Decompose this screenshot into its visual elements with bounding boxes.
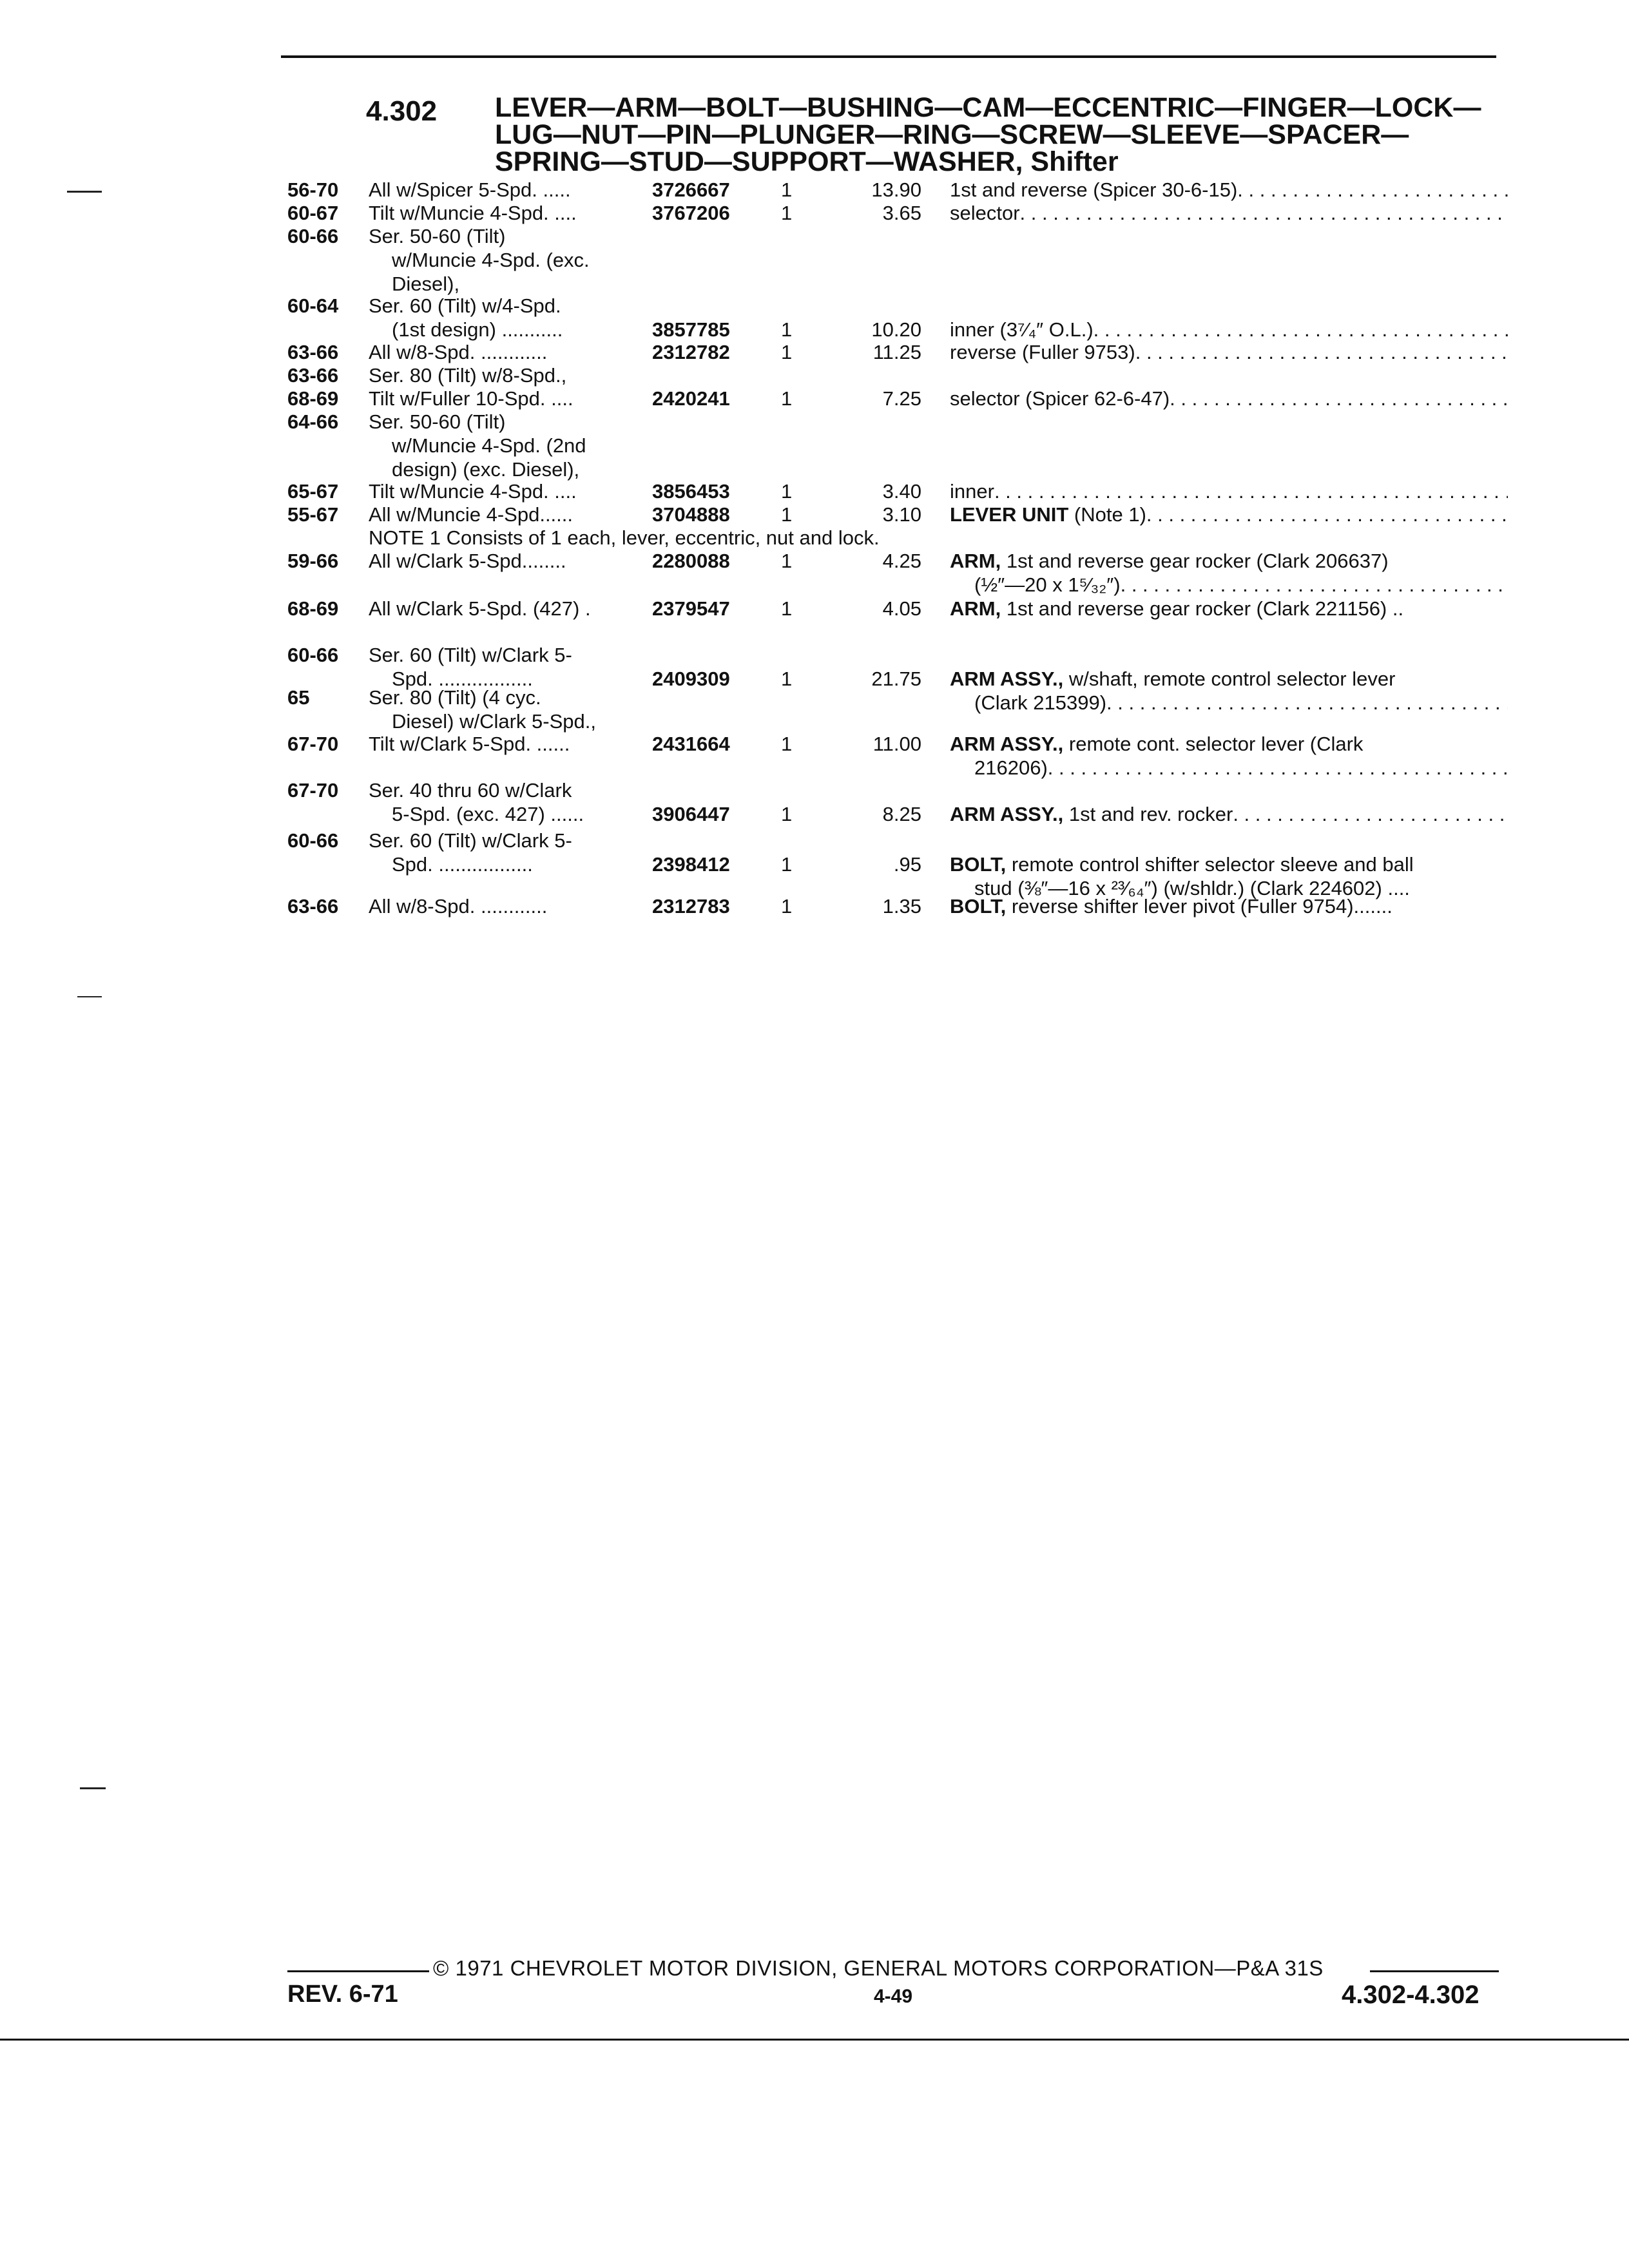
price: .95 (893, 853, 921, 876)
section-title-line: LUG—NUT—PIN—PLUNGER—RING—SCREW—SLEEVE—SPACER— (495, 119, 1409, 150)
description-heading: ARM ASSY., (950, 733, 1064, 755)
revision-label: REV. 6-71 (287, 1981, 398, 2008)
price: 4.05 (882, 597, 921, 620)
description-line (950, 503, 1508, 526)
bottom-rule (0, 2039, 1629, 2041)
application (369, 363, 652, 387)
description-line (950, 597, 1508, 620)
description-line (950, 549, 1508, 573)
description-text: 1st and rev. rocker (1063, 803, 1233, 825)
application (369, 387, 652, 410)
part-number: 2420241 (652, 387, 730, 410)
dot-leader (1020, 201, 1508, 225)
application (369, 829, 652, 876)
price: 7.25 (882, 387, 921, 410)
description-line (950, 479, 1508, 503)
description-heading: BOLT, (950, 853, 1007, 876)
description-line (950, 340, 1508, 364)
part-description (950, 802, 1508, 826)
application (369, 294, 652, 341)
application-line: Tilt w/Clark 5-Spd. ...... (369, 733, 570, 755)
dot-leader (1170, 387, 1508, 410)
description-text: remote control shifter selector sleeve and ball (1006, 853, 1414, 876)
application-line: (1st design) ........... (392, 318, 563, 341)
model-years: 65-67 (287, 480, 339, 503)
part-number: 2280088 (652, 550, 730, 572)
section-number: 4.302 (366, 95, 438, 127)
quantity: 1 (781, 387, 793, 410)
part-number: 3704888 (652, 503, 730, 526)
description-text: 1st and reverse (Spicer 30-6-15) (950, 178, 1238, 201)
application-line: All w/Muncie 4-Spd...... (369, 503, 574, 526)
description-line (950, 691, 1508, 715)
price: 4.25 (882, 550, 921, 572)
quantity: 1 (781, 597, 793, 620)
description-text: w/shaft, remote control selector lever (1063, 668, 1396, 690)
model-years: 63-66 (287, 364, 339, 387)
description-text: selector (950, 202, 1020, 224)
application-line: All w/Spicer 5-Spd. ..... (369, 178, 571, 201)
application (369, 340, 652, 364)
application-line: design) (exc. Diesel), (392, 458, 580, 481)
description-line (950, 802, 1508, 826)
description-text: inner (950, 480, 994, 503)
model-years: 67-70 (287, 779, 339, 802)
description-heading: ARM, (950, 597, 1001, 620)
application (369, 201, 652, 225)
application (369, 479, 652, 503)
price: 8.25 (882, 803, 921, 825)
application (369, 503, 652, 526)
application (369, 894, 652, 918)
dot-leader (1233, 802, 1508, 826)
model-years: 60-66 (287, 644, 339, 666)
application (369, 224, 652, 296)
dot-leader (1048, 756, 1508, 780)
top-rule (281, 55, 1496, 58)
model-years: 65 (287, 686, 310, 709)
application (369, 732, 652, 756)
description-text: 1st and reverse gear rocker (Clark 206637) (1001, 550, 1389, 572)
description-text: reverse (Fuller 9753) (950, 341, 1135, 363)
description-line (950, 894, 1508, 918)
description-heading: BOLT, (950, 895, 1007, 918)
price: 11.25 (872, 341, 921, 363)
description-text: 216206) (974, 756, 1048, 779)
description-heading: LEVER UNIT (950, 503, 1069, 526)
part-description (950, 503, 1508, 526)
section-title (495, 94, 1500, 175)
application (369, 686, 652, 733)
application-line: All w/Clark 5-Spd........ (369, 550, 566, 572)
description-line (950, 178, 1508, 202)
description-text: 1st and reverse gear rocker (Clark 221156) .. (1001, 597, 1404, 620)
application-line: 5-Spd. (exc. 427) ...... (392, 803, 584, 825)
note-text: NOTE 1 Consists of 1 each, lever, eccentric, nut and lock. (369, 526, 880, 549)
quantity: 1 (781, 895, 793, 918)
margin-tick-mark (67, 191, 102, 193)
description-text: selector (Spicer 62-6-47) (950, 387, 1170, 410)
part-number: 2431664 (652, 733, 730, 755)
description-text: stud (⅜″—16 x ²³⁄₆₄″) (w/shldr.) (Clark 224602) .... (974, 877, 1410, 899)
quantity: 1 (781, 733, 793, 755)
description-text: reverse shifter lever pivot (Fuller 9754)....... (1006, 895, 1393, 918)
description-line (950, 387, 1508, 410)
price: 21.75 (871, 668, 921, 690)
description-text: (Note 1) (1068, 503, 1146, 526)
price: 10.20 (871, 318, 921, 341)
model-years: 60-67 (287, 202, 339, 224)
application (369, 597, 652, 620)
margin-tick-mark (77, 996, 102, 997)
application-line: Tilt w/Muncie 4-Spd. .... (369, 202, 577, 224)
part-description (950, 479, 1508, 503)
application-line: Ser. 80 (Tilt) w/8-Spd., (369, 364, 567, 387)
application-line: Ser. 50-60 (Tilt) (369, 410, 506, 433)
part-description (950, 549, 1508, 597)
copyright-notice: © 1971 CHEVROLET MOTOR DIVISION, GENERAL MOTORS CORPORATION—P&A 31S (433, 1956, 1324, 1980)
price: 11.00 (872, 733, 921, 755)
model-years: 68-69 (287, 387, 339, 410)
description-line (950, 318, 1508, 341)
description-text: (Clark 215399) (974, 691, 1107, 714)
part-description (950, 340, 1508, 364)
price: 1.35 (882, 895, 921, 918)
part-description (950, 667, 1508, 715)
application-line: Diesel) w/Clark 5-Spd., (392, 710, 596, 733)
application (369, 549, 652, 573)
application-line: Spd. ................. (392, 853, 533, 876)
dot-leader (1121, 573, 1508, 597)
part-number: 3857785 (652, 318, 730, 341)
price: 3.40 (882, 480, 921, 503)
model-years: 56-70 (287, 178, 339, 201)
description-line (950, 573, 1508, 597)
part-description (950, 201, 1508, 225)
description-text: remote cont. selector lever (Clark (1063, 733, 1364, 755)
description-line (950, 201, 1508, 225)
description-text: inner (3⁷⁄₄″ O.L.) (950, 318, 1094, 341)
page-number: 4-49 (874, 1986, 913, 2007)
price: 3.65 (882, 202, 921, 224)
application-line: Tilt w/Fuller 10-Spd. .... (369, 387, 574, 410)
application-line: Spd. ................. (392, 668, 533, 690)
dot-leader (1237, 178, 1508, 202)
part-number: 2312782 (652, 341, 730, 363)
application-line: All w/8-Spd. ............ (369, 341, 548, 363)
application (369, 410, 652, 481)
part-number: 2398412 (652, 853, 730, 876)
part-description (950, 387, 1508, 410)
model-years: 63-66 (287, 895, 339, 918)
quantity: 1 (781, 550, 793, 572)
quantity: 1 (781, 178, 793, 201)
part-number: 2379547 (652, 597, 730, 620)
application-line: Ser. 60 (Tilt) w/Clark 5- (369, 829, 572, 852)
application-line: Ser. 40 thru 60 w/Clark (369, 779, 572, 802)
application-line: Diesel), (392, 273, 460, 295)
model-years: 60-64 (287, 294, 339, 317)
application-line: Ser. 60 (Tilt) w/4-Spd. (369, 294, 561, 317)
part-number: 3726667 (652, 178, 730, 201)
description-line (950, 667, 1508, 691)
part-description (950, 178, 1508, 202)
quantity: 1 (781, 341, 793, 363)
application-line: Ser. 50-60 (Tilt) (369, 225, 506, 247)
quantity: 1 (781, 503, 793, 526)
dot-leader (1106, 691, 1508, 715)
model-years: 64-66 (287, 410, 339, 433)
application-line: Ser. 60 (Tilt) w/Clark 5- (369, 644, 572, 666)
description-line (950, 852, 1508, 876)
application (369, 778, 652, 826)
part-description (950, 597, 1508, 620)
part-number: 3906447 (652, 803, 730, 825)
application-line: All w/Clark 5-Spd. (427) . (369, 597, 591, 620)
dot-leader (1094, 318, 1508, 341)
quantity: 1 (781, 480, 793, 503)
description-heading: ARM ASSY., (950, 803, 1064, 825)
part-number: 2312783 (652, 895, 730, 918)
model-years: 63-66 (287, 341, 339, 363)
dot-leader (994, 479, 1508, 503)
description-heading: ARM ASSY., (950, 668, 1064, 690)
description-line (950, 732, 1508, 756)
dot-leader (1135, 340, 1508, 364)
description-heading: ARM, (950, 550, 1001, 572)
part-description (950, 852, 1508, 900)
part-description (950, 732, 1508, 780)
part-number: 3856453 (652, 480, 730, 503)
model-years: 67-70 (287, 733, 339, 755)
margin-tick-mark (80, 1787, 106, 1789)
application-line: All w/8-Spd. ............ (369, 895, 548, 918)
model-years: 60-66 (287, 225, 339, 247)
model-years: 60-66 (287, 829, 339, 852)
footer-rule-right (1370, 1970, 1499, 1972)
model-years: 68-69 (287, 597, 339, 620)
price: 13.90 (871, 178, 921, 201)
application-line: Ser. 80 (Tilt) (4 cyc. (369, 686, 541, 709)
footer-rule-left (287, 1970, 429, 1972)
part-description (950, 894, 1508, 918)
section-range: 4.302-4.302 (1342, 1981, 1480, 2009)
model-years: 55-67 (287, 503, 339, 526)
part-number: 3767206 (652, 202, 730, 224)
quantity: 1 (781, 202, 793, 224)
application (369, 643, 652, 691)
price: 3.10 (882, 503, 921, 526)
section-title-line: SPRING—STUD—SUPPORT—WASHER, Shifter (495, 146, 1119, 177)
application-line: Tilt w/Muncie 4-Spd. .... (369, 480, 577, 503)
quantity: 1 (781, 668, 793, 690)
quantity: 1 (781, 803, 793, 825)
application-line: w/Muncie 4-Spd. (2nd (392, 434, 586, 457)
part-description (950, 318, 1508, 341)
dot-leader (1146, 503, 1508, 526)
part-number: 2409309 (652, 668, 730, 690)
model-years: 59-66 (287, 550, 339, 572)
quantity: 1 (781, 853, 793, 876)
description-text: (½″—20 x 1⁵⁄₃₂″) (974, 573, 1121, 596)
application (369, 178, 652, 202)
description-line (950, 756, 1508, 780)
application-line: w/Muncie 4-Spd. (exc. (392, 249, 590, 271)
quantity: 1 (781, 318, 793, 341)
section-title-line: LEVER—ARM—BOLT—BUSHING—CAM—ECCENTRIC—FINGER—LOCK— (495, 92, 1481, 123)
